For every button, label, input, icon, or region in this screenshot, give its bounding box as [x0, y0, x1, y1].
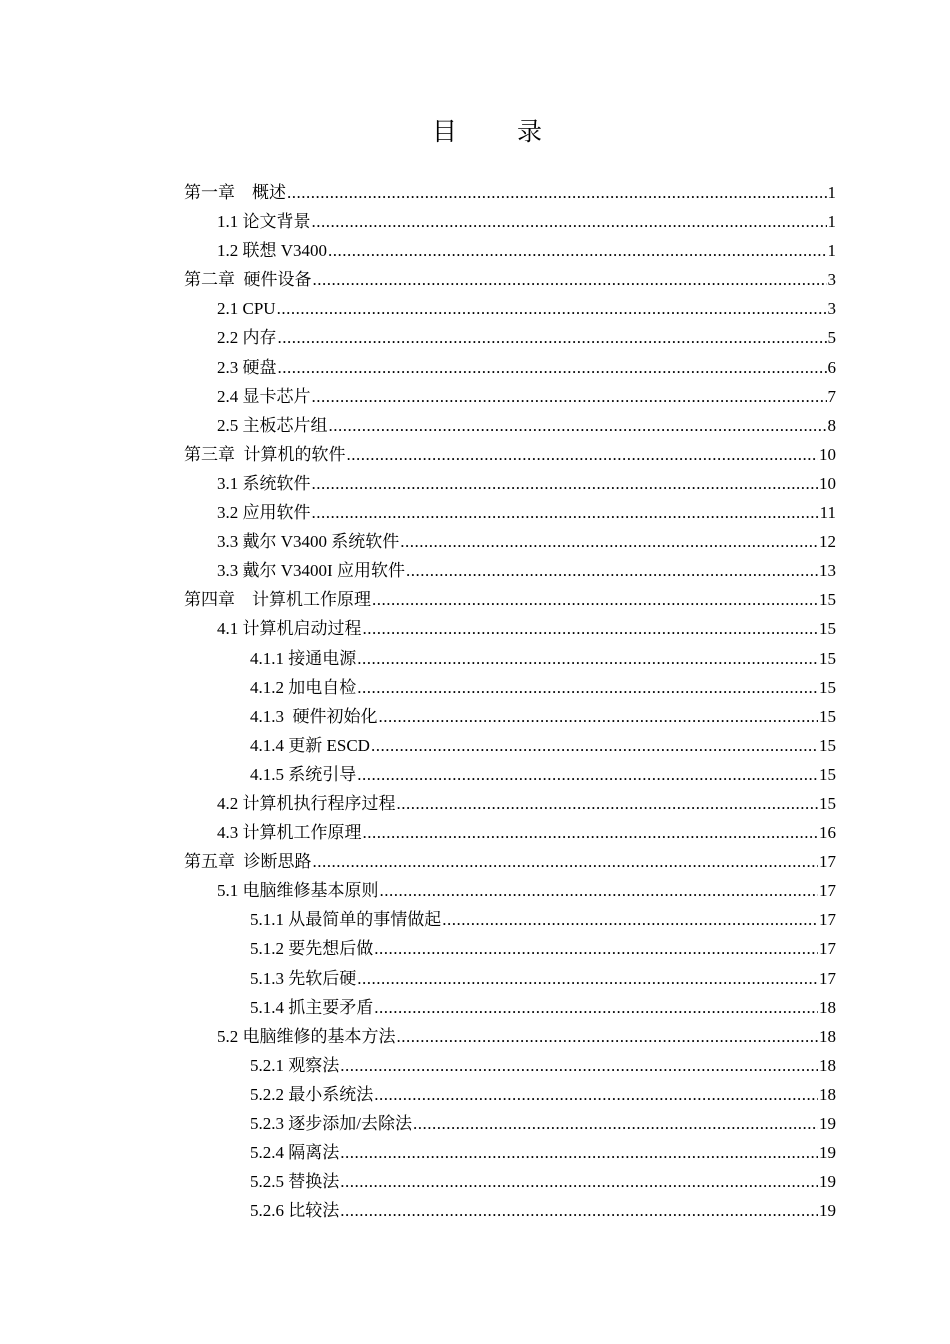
toc-entry-label: 4.1.1 接通电源 [250, 648, 357, 668]
dot-leader [363, 818, 819, 847]
toc-entry-label: 第四章 计算机工作原理 [184, 590, 371, 610]
toc-entry-level-2[interactable] [184, 353, 836, 382]
toc-entry-label: 第一章 概述 [184, 183, 286, 202]
toc-entry-page-number: 19 [819, 1172, 836, 1192]
dot-leader [357, 760, 818, 789]
toc-entry-level-3[interactable] [184, 993, 836, 1022]
toc-entry-label: 3.1 系统软件 [217, 473, 311, 493]
toc-entry-level-2[interactable] [184, 527, 836, 556]
toc-entry-page-number: 11 [819, 503, 836, 523]
toc-entry-label: 2.3 硬盘 [217, 357, 277, 377]
toc-entry-label: 5.2.5 替换法 [250, 1172, 340, 1192]
toc-entry-page-number: 18 [819, 1026, 836, 1046]
toc-entry-page-number: 3 [827, 299, 836, 319]
toc-entry-level-2[interactable] [184, 323, 836, 352]
toc-entry-level-3[interactable] [184, 1138, 836, 1167]
toc-entry-level-2[interactable] [184, 411, 836, 440]
toc-entry-label: 4.3 计算机工作原理 [217, 823, 362, 843]
dot-leader [379, 702, 819, 731]
dot-leader [347, 440, 819, 469]
toc-entry-page-number: 7 [827, 386, 836, 406]
toc-entry-label: 5.2.4 隔离法 [250, 1143, 340, 1163]
toc-entry-page-number: 15 [819, 619, 836, 639]
toc-entry-level-3[interactable] [184, 964, 836, 993]
toc-entry-label: 3.3 戴尔 V3400I 应用软件 [217, 561, 405, 581]
toc-entry-page-number: 15 [819, 590, 836, 610]
toc-entry-label: 5.2.1 观察法 [250, 1055, 340, 1075]
toc-entry-level-3[interactable] [184, 1080, 836, 1109]
toc-entry-page-number: 15 [819, 764, 836, 784]
dot-leader [397, 789, 819, 818]
toc-entry-page-number: 17 [819, 881, 836, 901]
toc-entry-page-number: 18 [819, 1084, 836, 1104]
toc-entry-level-2[interactable] [184, 498, 836, 527]
dot-leader [328, 236, 826, 265]
toc-entry-label: 2.5 主板芯片组 [217, 415, 328, 435]
toc-entry-page-number: 18 [819, 997, 836, 1017]
toc-entry-label: 第五章 诊断思路 [184, 852, 312, 872]
dot-leader [372, 585, 818, 614]
toc-entry-level-3[interactable] [184, 644, 836, 673]
toc-entry-label: 4.1 计算机启动过程 [217, 619, 362, 639]
dot-leader [397, 1022, 819, 1051]
toc-entry-label: 5.2 电脑维修的基本方法 [217, 1026, 396, 1046]
dot-leader [406, 556, 818, 585]
toc-entry-page-number: 12 [819, 532, 836, 552]
toc-entry-level-1[interactable] [184, 178, 836, 207]
toc-entry-page-number: 17 [819, 939, 836, 959]
dot-leader [340, 1138, 818, 1167]
toc-entry-level-2[interactable] [184, 469, 836, 498]
toc-entry-page-number: 15 [819, 648, 836, 668]
toc-entry-label: 3.3 戴尔 V3400 系统软件 [217, 532, 400, 552]
dot-leader [312, 498, 819, 527]
toc-entry-page-number: 5 [827, 328, 836, 348]
toc-entry-page-number: 8 [827, 415, 836, 435]
toc-entry-level-2[interactable] [184, 818, 836, 847]
dot-leader [312, 382, 827, 411]
toc-entry-level-3[interactable] [184, 1109, 836, 1138]
toc-entry-label: 5.2.3 逐步添加/去除法 [250, 1114, 412, 1133]
toc-entry-level-2[interactable] [184, 294, 836, 323]
dot-leader [357, 964, 818, 993]
toc-entry-page-number: 1 [827, 183, 836, 202]
toc-entry-page-number: 17 [819, 968, 836, 988]
dot-leader [312, 207, 827, 236]
toc-entry-page-number: 18 [819, 1055, 836, 1075]
dot-leader [340, 1051, 818, 1080]
dot-leader [357, 673, 818, 702]
toc-entry-page-number: 1 [827, 241, 836, 261]
toc-entry-page-number: 15 [819, 677, 836, 697]
dot-leader [340, 1196, 818, 1225]
toc-entry-level-1[interactable] [184, 440, 836, 469]
dot-leader [374, 934, 818, 963]
dot-leader [371, 731, 818, 760]
dot-leader [374, 1080, 818, 1109]
toc-entry-page-number: 17 [819, 910, 836, 930]
toc-entry-page-number: 19 [819, 1143, 836, 1163]
toc-entry-page-number: 19 [819, 1201, 836, 1221]
toc-entry-label: 1.2 联想 V3400 [217, 241, 328, 261]
dot-leader [312, 469, 819, 498]
dot-leader [374, 993, 818, 1022]
dot-leader [413, 1109, 818, 1138]
toc-entry-label: 2.1 CPU [217, 299, 276, 319]
toc-entry-level-3[interactable] [184, 760, 836, 789]
toc-entry-label: 1.1 论文背景 [217, 212, 311, 232]
toc-entry-label: 5.2.2 最小系统法 [250, 1084, 374, 1104]
toc-entry-label: 第二章 硬件设备 [184, 270, 312, 290]
dot-leader [278, 353, 827, 382]
dot-leader [329, 411, 827, 440]
dot-leader [363, 614, 819, 643]
toc-entry-level-2[interactable] [184, 614, 836, 643]
toc-entry-level-3[interactable] [184, 731, 836, 760]
toc-entry-label: 2.2 内存 [217, 328, 277, 348]
toc-entry-level-3[interactable] [184, 1167, 836, 1196]
toc-entry-label: 2.4 显卡芯片 [217, 386, 311, 406]
toc-entry-label: 4.1.3 硬件初始化 [250, 706, 378, 726]
toc-entry-level-2[interactable] [184, 556, 836, 585]
dot-leader [277, 294, 827, 323]
toc-entry-level-2[interactable] [184, 789, 836, 818]
toc-entry-level-2[interactable] [184, 207, 836, 236]
toc-entry-page-number: 16 [819, 823, 836, 843]
toc-entry-page-number: 6 [827, 357, 836, 377]
toc-entry-page-number: 1 [827, 212, 836, 232]
toc-entry-level-2[interactable] [184, 236, 836, 265]
toc-list [184, 178, 836, 1225]
toc-entry-page-number: 15 [819, 706, 836, 726]
dot-leader [287, 178, 827, 207]
toc-entry-label: 4.2 计算机执行程序过程 [217, 793, 396, 813]
toc-entry-level-3[interactable] [184, 702, 836, 731]
toc-title: 目 录 [432, 117, 568, 146]
toc-entry-label: 第三章 计算机的软件 [184, 444, 346, 464]
toc-entry-page-number: 10 [819, 473, 836, 493]
toc-entry-level-3[interactable] [184, 905, 836, 934]
toc-entry-label: 5.2.6 比较法 [250, 1201, 340, 1221]
toc-entry-page-number: 10 [819, 444, 836, 464]
dot-leader [313, 847, 819, 876]
toc-entry-label: 4.1.4 更新 ESCD [250, 735, 370, 755]
toc-entry-label: 5.1.4 抓主要矛盾 [250, 997, 374, 1017]
toc-entry-level-2[interactable] [184, 382, 836, 411]
toc-entry-label: 5.1.1 从最简单的事情做起 [250, 910, 442, 930]
toc-entry-page-number: 15 [819, 793, 836, 813]
toc-entry-level-1[interactable] [184, 585, 836, 614]
toc-entry-level-3[interactable] [184, 1196, 836, 1225]
toc-entry-page-number: 13 [819, 561, 836, 581]
toc-entry-label: 4.1.5 系统引导 [250, 764, 357, 784]
dot-leader [357, 644, 818, 673]
dot-leader [340, 1167, 818, 1196]
toc-entry-label: 3.2 应用软件 [217, 503, 311, 523]
toc-entry-level-1[interactable] [184, 847, 836, 876]
dot-leader [278, 323, 827, 352]
dot-leader [380, 876, 819, 905]
toc-entry-page-number: 19 [819, 1114, 836, 1133]
toc-entry-level-3[interactable] [184, 934, 836, 963]
dot-leader [442, 905, 818, 934]
toc-entry-level-2[interactable] [184, 1022, 836, 1051]
dot-leader [400, 527, 818, 556]
toc-entry-level-2[interactable] [184, 876, 836, 905]
toc-entry-page-number: 3 [827, 270, 836, 290]
toc-entry-label: 5.1.3 先软后硬 [250, 968, 357, 988]
toc-entry-level-3[interactable] [184, 1051, 836, 1080]
toc-entry-label: 5.1 电脑维修基本原则 [217, 881, 379, 901]
toc-entry-label: 5.1.2 要先想后做 [250, 939, 374, 959]
toc-entry-page-number: 17 [819, 852, 836, 872]
dot-leader [313, 265, 827, 294]
toc-entry-page-number: 15 [819, 735, 836, 755]
toc-entry-label: 4.1.2 加电自检 [250, 677, 357, 697]
toc-entry-level-3[interactable] [184, 673, 836, 702]
toc-entry-level-1[interactable] [184, 265, 836, 294]
